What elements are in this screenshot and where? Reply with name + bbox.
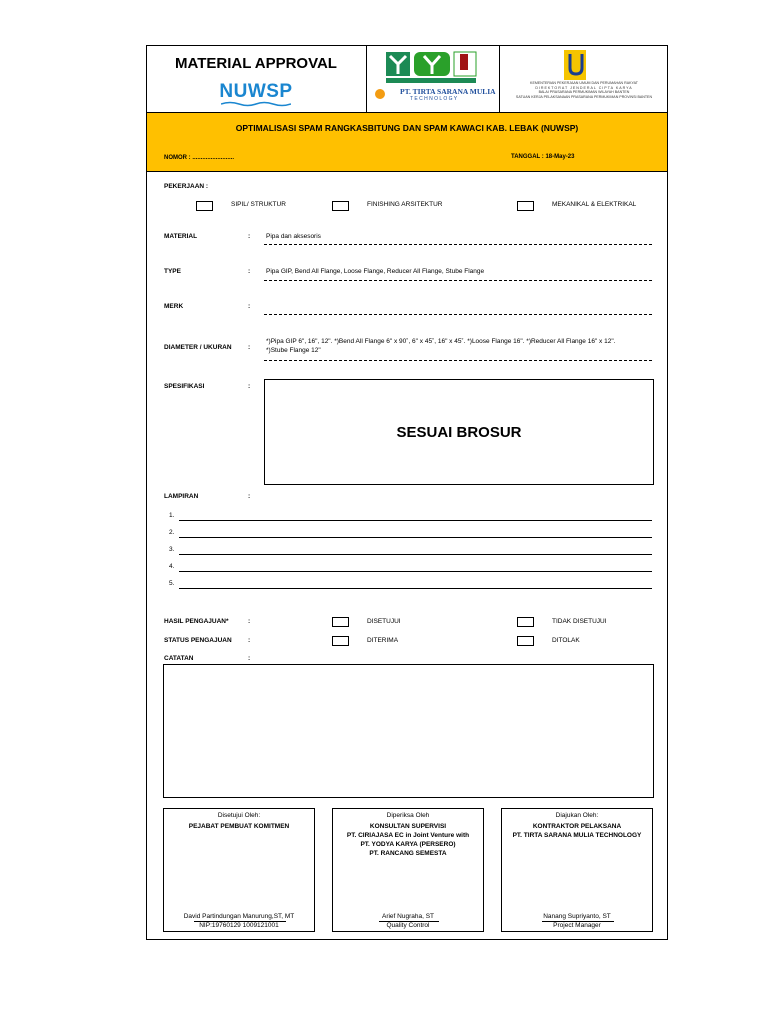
lampiran-item-number: 2. (169, 529, 175, 536)
ditolak-checkbox[interactable] (517, 636, 534, 646)
project-band (147, 112, 667, 172)
signature-org-line: KONTRAKTOR PELAKSANA (532, 823, 622, 830)
ministry-line-4: SATUAN KERJA PELAKSANAAN PRASARANA PERMUKIMAN PROVINSI BANTEN (515, 94, 653, 99)
lampiran-item-number: 3. (169, 546, 175, 553)
sipil-checkbox[interactable] (196, 201, 213, 211)
contractor-logo (370, 48, 496, 110)
header-left (146, 45, 366, 112)
finishing-option-label: FINISHING ARSITEKTUR (367, 201, 443, 208)
nuwsp-logo-text: NUWSP (219, 81, 293, 102)
contractor-logo-name: PT. TIRTA SARANA MULIA (400, 87, 496, 96)
signature-name: Nanang Supriyanto, ST (543, 913, 611, 920)
contractor-logo-sub: T E C H N O L O G Y (410, 96, 458, 102)
diameter-colon: : (248, 344, 251, 351)
pupr-emblem-icon (562, 48, 588, 82)
form-title: MATERIAL APPROVAL (175, 55, 337, 72)
diameter-label: DIAMETER / UKURAN (164, 344, 232, 351)
lampiran-item-number: 4. (169, 563, 175, 570)
signature-name: Arief Nugraha, ST (381, 913, 435, 920)
lampiran-line (179, 537, 652, 538)
material-label: MATERIAL (164, 233, 198, 240)
spesifikasi-value: SESUAI BROSUR (396, 424, 522, 441)
material-colon: : (248, 233, 251, 240)
ministry-line-3: BALAI PRASARANA PERMUKIMAN WILAYAH BANTEN (538, 90, 630, 95)
mekanikal-option-label: MEKANIKAL & ELEKTRIKAL (552, 201, 637, 208)
sipil-option-label: SIPIL/ STRUKTUR (231, 201, 286, 208)
catatan-box[interactable] (163, 664, 654, 798)
lampiran-line (179, 520, 652, 521)
status-pengajuan-label: STATUS PENGAJUAN (164, 637, 232, 644)
nuwsp-logo (146, 81, 366, 107)
catatan-label: CATATAN (164, 655, 194, 662)
tidak-disetujui-label: TIDAK DISETUJUI (552, 618, 607, 625)
signature-role: NIP:19760129 1009121001 (199, 922, 279, 929)
header-divider (366, 45, 367, 112)
merk-label: MERK (164, 303, 184, 310)
lampiran-item-number: 5. (169, 580, 175, 587)
lampiran-line (179, 554, 652, 555)
ministry-line-2: DIREKTORAT JENDERAL CIPTA KARYA (535, 85, 633, 90)
type-label: TYPE (164, 268, 181, 275)
signature-name: David Partindungan Manurung,ST, MT (183, 913, 295, 920)
spesifikasi-box (264, 379, 654, 485)
disetujui-label: DISETUJUI (367, 618, 401, 625)
tanggal-field: TANGGAL : 18-May-23 (511, 154, 575, 160)
ministry-line-1: KEMENTERIAN PEKERJAAN UMUM DAN PERUMAHAN RAKYAT (530, 81, 638, 85)
lampiran-item-number: 1. (169, 512, 175, 519)
catatan-colon: : (248, 655, 251, 662)
spesifikasi-label: SPESIFIKASI (164, 383, 205, 390)
nomor-field: NOMOR : ......................... (164, 155, 235, 161)
lampiran-line (179, 571, 652, 572)
merk-line (264, 314, 652, 315)
type-line (264, 280, 652, 281)
lampiran-line (179, 588, 652, 589)
lampiran-colon: : (248, 493, 251, 500)
signature-box-reviewer (332, 808, 484, 932)
spesifikasi-colon: : (248, 383, 251, 390)
signature-box-submitter (501, 808, 653, 932)
signature-caption: Diperiksa Oleh (386, 812, 430, 819)
signature-org-line: PEJABAT PEMBUAT KOMITMEN (188, 823, 290, 830)
header-divider (499, 45, 500, 112)
signature-caption: Diajukan Oleh: (555, 812, 599, 819)
signature-role: Project Manager (553, 922, 601, 929)
type-colon: : (248, 268, 251, 275)
signature-org-line: PT. YODYA KARYA (PERSERO) (360, 841, 456, 848)
material-value: Pipa dan aksesoris (266, 233, 321, 240)
ministry-logo (502, 48, 666, 110)
form-sheet (146, 45, 668, 940)
signature-org-line: KONSULTAN SUPERVISI (369, 823, 447, 830)
signature-role: Quality Control (386, 922, 430, 929)
signature-box-approver (163, 808, 315, 932)
diameter-value-line-2: *)Stube Flange 12" (266, 347, 321, 354)
hasil-pengajuan-label: HASIL PENGAJUAN* (164, 618, 229, 625)
status-colon: : (248, 637, 251, 644)
hasil-colon: : (248, 618, 251, 625)
disetujui-checkbox[interactable] (332, 617, 349, 627)
diameter-value-line-1: *)Pipa GIP 6", 16", 12". *)Bend All Flange 6" x 90˚, 6" x 45˚, 16" x 45˚. *)Loose Flange 16". *)Reducer All Flange 16" x 12". (266, 338, 616, 345)
finishing-checkbox[interactable] (332, 201, 349, 211)
lampiran-label: LAMPIRAN (164, 493, 199, 500)
diterima-checkbox[interactable] (332, 636, 349, 646)
diterima-label: DITERIMA (367, 637, 399, 644)
mekanikal-checkbox[interactable] (517, 201, 534, 211)
signature-org-line: PT. TIRTA SARANA MULIA TECHNOLOGY (512, 832, 642, 839)
signature-org-line: PT. CIRIAJASA EC in Joint Venture with (346, 832, 470, 839)
project-title: OPTIMALISASI SPAM RANGKASBITUNG DAN SPAM KAWACI KAB. LEBAK (NUWSP) (235, 123, 579, 133)
pekerjaan-label: PEKERJAAN : (164, 183, 209, 190)
signature-caption: Disetujui Oleh: (217, 812, 261, 819)
merk-colon: : (248, 303, 251, 310)
ditolak-label: DITOLAK (552, 637, 580, 644)
type-value: Pipa GIP, Bend All Flange, Loose Flange, Reducer All Flange, Stube Flange (266, 268, 485, 275)
signature-org-line: PT. RANCANG SEMESTA (369, 850, 447, 857)
material-line (264, 244, 652, 245)
diameter-line (264, 360, 652, 361)
tidak-disetujui-checkbox[interactable] (517, 617, 534, 627)
